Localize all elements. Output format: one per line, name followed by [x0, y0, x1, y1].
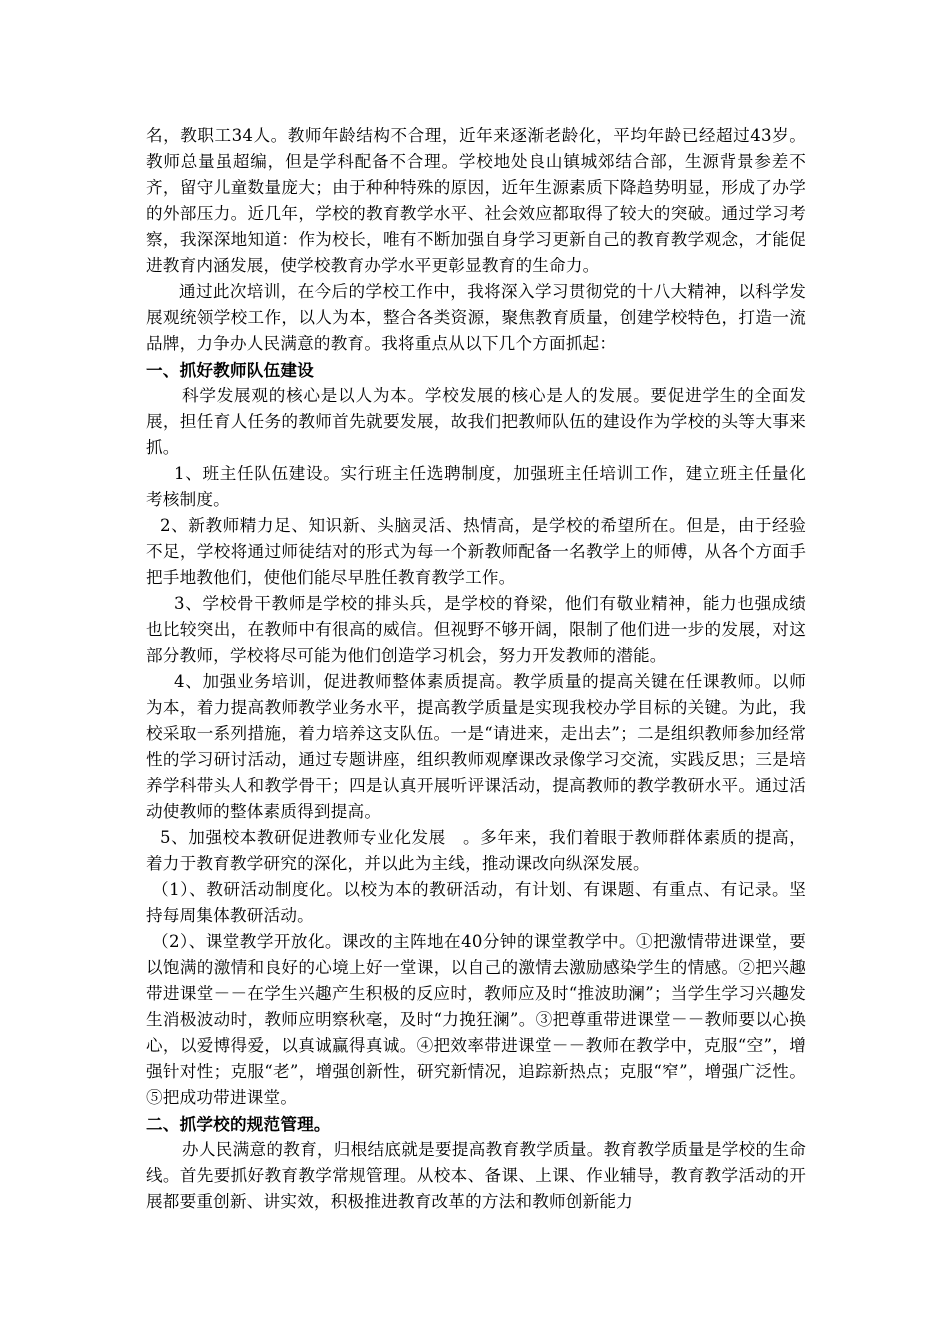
document-body [146, 123, 806, 1215]
section-heading-management: 二、抓学校的规范管理。 [146, 1114, 331, 1134]
paragraph-training-plan: 通过此次培训，在今后的学校工作中，我将深入学习贯彻党的十八大精神，以科学发展观统领学校工作，以人为本，整合各类资源，聚焦教育质量，创建学校特色，打造一流品牌，力争办人民满意的教育。我将重点从以下几个方面抓起： [146, 282, 806, 353]
paragraph-item-5-2: （2）、课堂教学开放化。课改的主阵地在40分钟的课堂教学中。①把激情带进课堂，要以饱满的激情和良好的心境上好一堂课，以自己的激情去激励感染学生的情感。②把兴趣带进课堂－－在学生兴趣产生积极的反应时，教师应及时“推波助澜”；当学生学习兴趣发生消极波动时，教师应明察秋毫，及时“力挽狂澜”。③把尊重带进课堂－－教师要以心换心，以爱博得爱，以真诚赢得真诚。④把效率带进课堂－－教师在教学中，克服“空”，增强针对性；克服“老”，增强创新性，研究新情况，追踪新热点；克服“窄”，增强广泛性。⑤把成功带进课堂。 [146, 932, 806, 1107]
section-heading-teacher-team: 一、抓好教师队伍建设 [146, 360, 314, 380]
paragraph-item-2: 2、新教师精力足、知识新、头脑灵活、热情高，是学校的希望所在。但是，由于经验不足，学校将通过师徒结对的形式为每一个新教师配备一名教学上的师傅，从各个方面手把手地教他们，使他们能尽早胜任教育教学工作。 [146, 516, 806, 587]
paragraph-item-5-1: （1）、教研活动制度化。以校为本的教研活动，有计划、有课题、有重点、有记录。坚持每周集体教研活动。 [146, 880, 806, 925]
paragraph-item-4: 4、加强业务培训，促进教师整体素质提高。教学质量的提高关键在任课教师。以师为本，着力提高教师教学业务水平，提高教学质量是实现我校办学目标的关键。为此，我校采取一系列措施，着力培养这支队伍。一是“请进来，走出去”；二是组织教师参加经常性的学习研讨活动，通过专题讲座，组织教师观摩课改录像学习交流，实践反思；三是培养学科带头人和教学骨干；四是认真开展听评课活动，提高教师的教学教研水平。通过活动使教师的整体素质得到提高。 [146, 672, 806, 821]
paragraph-core-concept: 科学发展观的核心是以人为本。学校发展的核心是人的发展。要促进学生的全面发展，担任育人任务的教师首先就要发展，故我们把教师队伍的建设作为学校的头等大事来抓。 [146, 386, 806, 457]
paragraph-management: 办人民满意的教育，归根结底就是要提高教育教学质量。教育教学质量是学校的生命线。首先要抓好教育教学常规管理。从校本、备课、上课、作业辅导，教育教学活动的开展都要重创新、讲实效，积极推进教育改革的方法和教师创新能力 [146, 1140, 806, 1211]
paragraph-item-1: 1、班主任队伍建设。实行班主任选聘制度，加强班主任培训工作，建立班主任量化考核制度。 [146, 464, 806, 509]
paragraph-item-3: 3、学校骨干教师是学校的排头兵，是学校的脊梁，他们有敬业精神，能力也强成绩也比较突出，在教师中有很高的威信。但视野不够开阔，限制了他们进一步的发展，对这部分教师，学校将尽可能为他们创造学习机会，努力开发教师的潜能。 [146, 594, 806, 665]
paragraph-intro: 名，教职工34人。教师年龄结构不合理，近年来逐渐老龄化，平均年龄已经超过43岁。教师总量虽超编，但是学科配备不合理。学校地处良山镇城郊结合部，生源背景参差不齐，留守儿童数量庞大；由于种种特殊的原因，近年生源素质下降趋势明显，形成了办学的外部压力。近几年，学校的教育教学水平、社会效应都取得了较大的突破。通过学习考察，我深深地知道：作为校长，唯有不断加强自身学习更新自己的教育教学观念，才能促进教育内涵发展，使学校教育办学水平更彰显教育的生命力。 [146, 126, 806, 275]
paragraph-item-5: 5、加强校本教研促进教师专业化发展 。多年来，我们着眼于教师群体素质的提高，着力于教育教学研究的深化，并以此为主线，推动课改向纵深发展。 [146, 828, 806, 873]
